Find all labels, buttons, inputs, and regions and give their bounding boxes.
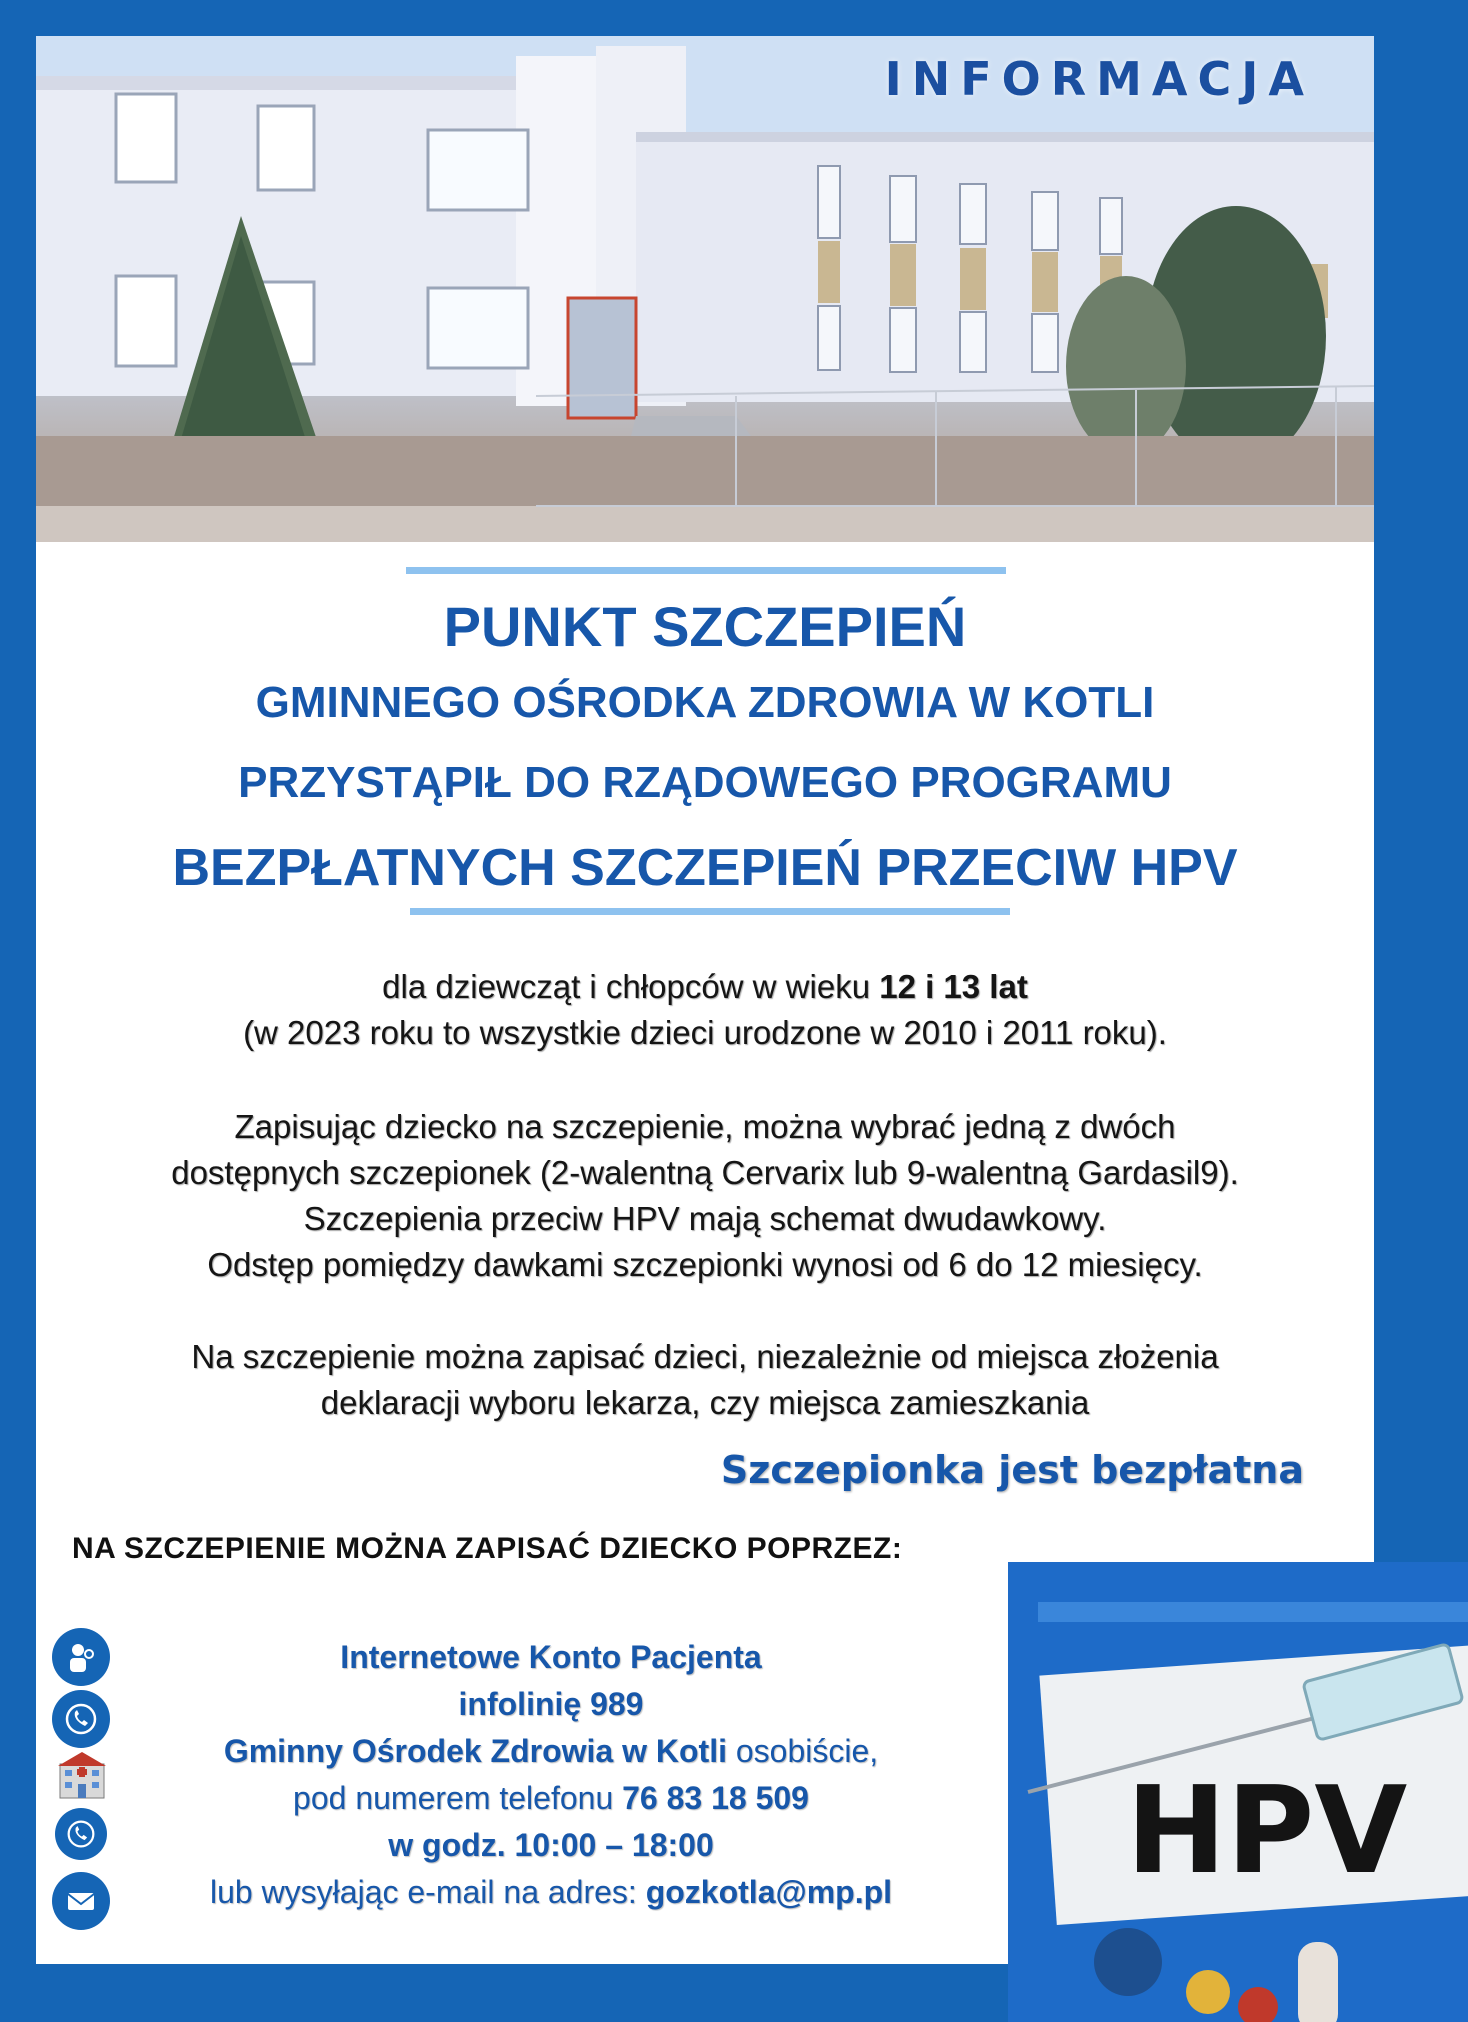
age-range: 12 i 13 lat [879, 968, 1028, 1005]
vaccines-line-4: Odstęp pomiędzy dawkami szczepionki wynosi od 6 do 12 miesięcy. [207, 1246, 1203, 1283]
poster-panel [36, 36, 1408, 1964]
eligibility-paragraph [36, 1334, 1374, 1426]
phone-number: 76 83 18 509 [622, 1780, 809, 1816]
phone-icon [55, 1808, 107, 1860]
doctor-icon [52, 1628, 110, 1686]
hotline-line: infolinię 989 [458, 1686, 644, 1722]
heading-line-2: GMINNEGO OŚRODKA ZDROWIA W KOTLI [255, 678, 1155, 727]
phone-prefix: pod numerem telefonu [293, 1780, 623, 1816]
hpv-vaccine-image [1008, 1562, 1468, 2022]
intro-line-2: (w 2023 roku to wszystkie dzieci urodzone w 2010 i 2011 roku). [243, 1014, 1167, 1051]
eligibility-line-2: deklaracji wyboru lekarza, czy miejsca zamieszkania [320, 1384, 1090, 1421]
contact-list [136, 1634, 966, 1916]
building-illustration [36, 36, 1374, 542]
free-vaccine-label: Szczepionka jest bezpłatna [720, 1448, 1304, 1492]
vaccines-line-1: Zapisując dziecko na szczepienie, można wybrać jedną z dwóch [234, 1108, 1176, 1145]
hpv-label: HPV [1126, 1762, 1408, 1901]
intro-paragraph [36, 964, 1374, 1056]
intro-line-1: dla dziewcząt i chłopców w wieku [382, 968, 880, 1005]
vaccines-line-3: Szczepienia przeciw HPV mają schemat dwudawkowy. [303, 1200, 1107, 1237]
envelope-icon [52, 1872, 110, 1930]
heading-line-4: BEZPŁATNYCH SZCZEPIEŃ PRZECIW HPV [172, 839, 1238, 897]
clinic-in-person: osobiście, [726, 1733, 879, 1769]
signup-heading: NA SZCZEPIENIE MOŻNA ZAPISAĆ DZIECKO POPRZEZ: [72, 1532, 903, 1565]
banner-title: INFORMACJA [884, 52, 1314, 106]
building-photo [36, 36, 1374, 542]
top-accent-rule [406, 567, 1006, 574]
bottom-accent-rule [410, 908, 1010, 915]
heading-line-1: PUNKT SZCZEPIEŃ [443, 595, 967, 658]
heading-line-3: PRZYSTĄPIŁ DO RZĄDOWEGO PROGRAMU [238, 758, 1172, 807]
opening-hours: w godz. 10:00 – 18:00 [388, 1827, 714, 1863]
email-prefix: lub wysyłając e-mail na adres: [209, 1874, 646, 1910]
phone-icon [52, 1690, 110, 1748]
email-address: gozkotla@mp.pl [645, 1874, 893, 1910]
hospital-icon [56, 1750, 108, 1802]
ikp-line: Internetowe Konto Pacjenta [340, 1639, 762, 1675]
vaccines-paragraph [36, 1104, 1374, 1288]
clinic-name: Gminny Ośrodek Zdrowia w Kotli [223, 1733, 727, 1769]
eligibility-line-1: Na szczepienie można zapisać dzieci, niezależnie od miejsca złożenia [191, 1338, 1219, 1375]
vaccines-line-2: dostępnych szczepionek (2-walentną Cervarix lub 9-walentną Gardasil9). [171, 1154, 1239, 1191]
